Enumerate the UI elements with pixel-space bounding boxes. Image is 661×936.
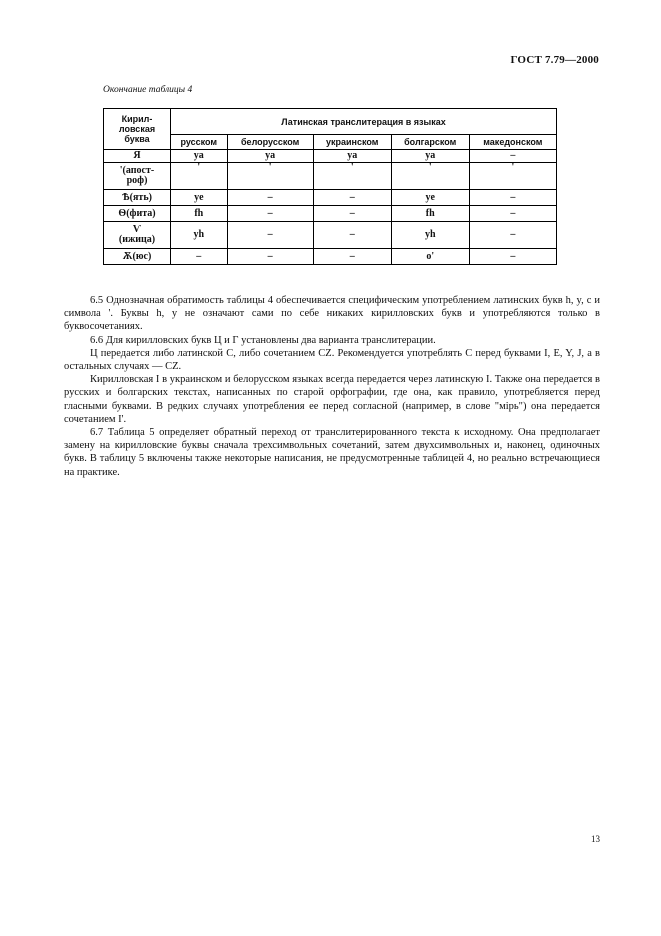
- table-cell: ya: [171, 150, 228, 163]
- paragraph-i-rule: Кирилловская I в украинском и белорусском языках всегда передается через латинскую I. Также она передается в русских и болгарских текстах, написанных по старой орфографии, где она, как правило, употребляется перед гласными буквами. В редких случаях употребления ее перед согласной (например, в слове "мiрь") она передается сочетанием I'.: [64, 374, 600, 425]
- language-header-russian: русском: [171, 135, 228, 150]
- transliteration-table: [103, 108, 557, 265]
- body-text: [64, 294, 600, 479]
- table-cell: –: [469, 206, 556, 222]
- table-cell: –: [313, 206, 391, 222]
- paragraph-ts-rule: Ц передается либо латинской C, либо сочетанием CZ. Рекомендуется употреблять C перед буквами I, E, Y, J, а в остальных случаях — CZ.: [64, 347, 600, 373]
- table-cell: ya: [313, 150, 391, 163]
- language-header-bulgarian: болгарском: [391, 135, 469, 150]
- language-header-belarusian: белорусском: [227, 135, 313, 150]
- table-cell: –: [227, 222, 313, 249]
- paragraph-6-5: 6.5 Однозначная обратимость таблицы 4 обеспечивается специфическим употреблением латинских букв h, y, c и символа '. Буквы h, y не означают сами по себе никаких кирилловских букв и употребляются только в буквосочетаниях.: [64, 295, 600, 333]
- table-cell: ': [469, 163, 556, 190]
- row-letter: Ѳ(фита): [104, 206, 171, 222]
- table-row: [104, 163, 557, 190]
- table-cell: o': [391, 249, 469, 265]
- cyrillic-letter-header-text: Кирил- ловская буква: [118, 114, 156, 144]
- table-cell: ': [227, 163, 313, 190]
- latin-transliteration-header: Латинская транслитерация в языках: [171, 109, 557, 135]
- table-cell: –: [227, 206, 313, 222]
- table-row: [104, 190, 557, 206]
- table-cell: –: [469, 150, 556, 163]
- paragraph-6-7: 6.7 Таблица 5 определяет обратный переход от транслитерированного текста к исходному. Она предполагает замену на кирилловские буквы сначала трехсимвольных сочетаний, затем двухсимвольных и, наконец, одиночных букв. В таблицу 5 включены также некоторые написания, не предусмотренные таблицей 4, но реально встречающиеся на практике.: [64, 427, 600, 478]
- table-row: [104, 206, 557, 222]
- page-number: 13: [591, 834, 600, 844]
- table-cell: ': [313, 163, 391, 190]
- language-header-ukrainian: украинском: [313, 135, 391, 150]
- table-cell: –: [313, 222, 391, 249]
- table-cell: yh: [171, 222, 228, 249]
- table-row: [104, 222, 557, 249]
- language-header-macedonian: македонском: [469, 135, 556, 150]
- row-letter: Ѣ(ять): [104, 190, 171, 206]
- paragraph-6-6: 6.6 Для кирилловских букв Ц и Г установлены два варианта транслитерации.: [90, 334, 436, 346]
- row-letter: Ѫ(юс): [104, 249, 171, 265]
- table-cell: –: [227, 190, 313, 206]
- table-caption: Окончание таблицы 4: [103, 85, 193, 95]
- table-cell: ye: [391, 190, 469, 206]
- standard-header: ГОСТ 7.79—2000: [510, 54, 599, 66]
- table-cell: –: [469, 222, 556, 249]
- table-cell: –: [171, 249, 228, 265]
- table-cell: ya: [227, 150, 313, 163]
- table-cell: yh: [391, 222, 469, 249]
- row-letter: '(апост- роф): [104, 163, 171, 190]
- table-cell: –: [227, 249, 313, 265]
- table-cell: ya: [391, 150, 469, 163]
- table-cell: ye: [171, 190, 228, 206]
- table-cell: ': [391, 163, 469, 190]
- table-cell: fh: [171, 206, 228, 222]
- row-letter: Я: [104, 150, 171, 163]
- table-row: [104, 150, 557, 163]
- table-cell: –: [469, 249, 556, 265]
- table-cell: ': [171, 163, 228, 190]
- cyrillic-letter-header: [104, 109, 171, 150]
- table-cell: fh: [391, 206, 469, 222]
- table-cell: –: [313, 190, 391, 206]
- table-cell: –: [313, 249, 391, 265]
- row-letter: Ѵ (ижица): [104, 222, 171, 249]
- table-cell: –: [469, 190, 556, 206]
- table-row: [104, 249, 557, 265]
